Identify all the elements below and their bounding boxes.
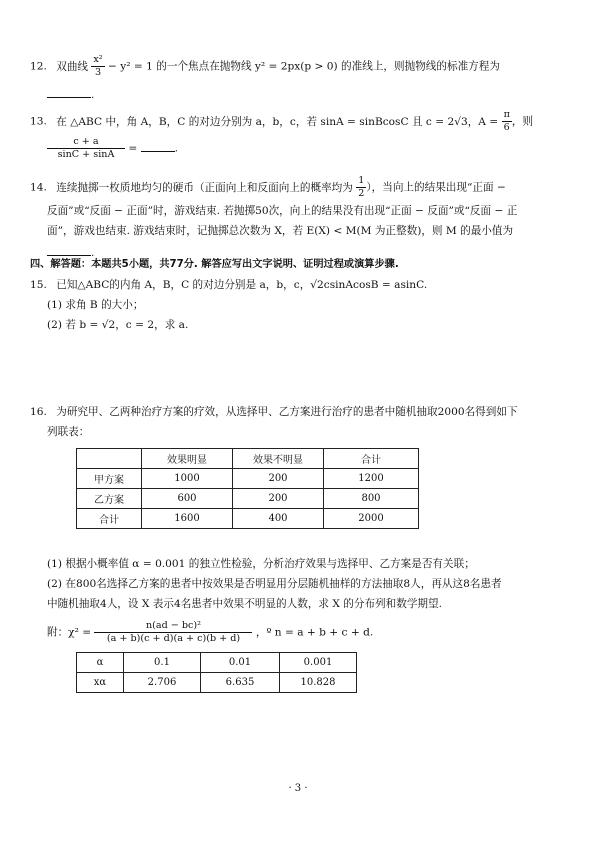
table-cell: 甲方案 [77, 469, 142, 489]
table-cell: 800 [324, 489, 419, 509]
q14-prob-fraction [356, 175, 366, 200]
table-row [77, 673, 357, 693]
table-cell: 2.706 [124, 673, 201, 693]
q14-line1-pre: 连续抛掷一枚质地均匀的硬币（正面向上和反面向上的概率均为 [56, 181, 353, 194]
table-cell: 合计 [77, 509, 142, 529]
q14-number: 14. [30, 181, 47, 194]
table-cell: 乙方案 [77, 489, 142, 509]
q12-fraction [91, 54, 104, 79]
table-cell: 0.001 [280, 653, 357, 673]
formula-prefix: 附：χ² = [47, 626, 92, 639]
table-cell: 2000 [324, 509, 419, 529]
q14-line3: 面”，游戏也结束. 游戏结束时，记抛掷总次数为 X，若 E(X) < M(M 为正整数)，则 M 的最小值为 [47, 225, 514, 237]
q13-line1 [30, 109, 533, 134]
q12-frac-num: x² [93, 54, 103, 65]
table-cell: 1000 [142, 469, 233, 489]
q13-number: 13. [30, 115, 47, 128]
q13-frac-den: sinC + sinA [57, 149, 115, 160]
table-cell: 200 [233, 469, 324, 489]
section4-heading: 四、解答题：本题共5小题，共77分. 解答应写出文字说明、证明过程或演算步骤. [30, 259, 399, 270]
formula-num: n(ad − bc)² [94, 620, 252, 633]
q16-number: 16. [30, 406, 47, 418]
q12-pre: 双曲线 [56, 60, 89, 73]
q12-number: 12. [30, 60, 47, 73]
table-cell: xα [77, 673, 124, 693]
table-row [77, 489, 419, 509]
table-header-row [77, 449, 419, 469]
q12-end: . [91, 89, 95, 101]
table-cell: α [77, 653, 124, 673]
table-cell: 200 [233, 489, 324, 509]
q14-line1 [30, 175, 506, 200]
q12-line2 [47, 86, 94, 102]
q12-line1 [30, 54, 500, 79]
q16-part2-line2: 中随机抽取4人，设 X 表示4名患者中效果不明显的人数，求 X 的分布列和数学期望. [47, 598, 442, 610]
table-header-cell [77, 449, 142, 469]
q13-eq: = [128, 142, 138, 155]
critical-value-table [76, 652, 357, 693]
q14-line1-end: ），当向上的结果出现“正面 − [366, 181, 506, 194]
q14-line2: 反面”或“反面 − 正面”时，游戏结束. 若抛掷50次，向上的结果没有出现“正面 − 反面”或“反面 − 正 [47, 205, 518, 217]
q14-prob-num: 1 [358, 175, 365, 186]
chi-square-formula [47, 620, 373, 645]
page-number: · 3 · [288, 783, 308, 794]
q14-prob-den: 2 [358, 188, 365, 199]
q13-line2 [47, 136, 178, 161]
q12-answer-blank[interactable] [47, 86, 91, 98]
table-cell: 0.01 [201, 653, 280, 673]
q13-fraction [47, 136, 125, 161]
q15-part2: (2) 若 b = √2，c = 2，求 a. [47, 319, 189, 331]
q15-stem: 已知△ABC的内角 A，B，C 的对边分别是 a，b，c，√2csinAcosB = asinC. [56, 279, 428, 291]
q16-part1: (1) 根据小概率值 α = 0.001 的独立性检验，分析治疗效果与选择甲、乙方案是否有关联； [47, 558, 475, 570]
formula-fraction [94, 620, 252, 645]
q16-stem: 为研究甲、乙两种治疗方案的疗效，从选择甲、乙方案进行治疗的患者中随机抽取2000名得到如下 [56, 406, 518, 418]
table-row [77, 469, 419, 489]
table-cell: 400 [233, 509, 324, 529]
table-header-cell: 效果明显 [142, 449, 233, 469]
q13-end: . [174, 142, 179, 155]
q16-line2: 列联表： [47, 426, 90, 438]
q15-number: 15. [30, 279, 47, 291]
contingency-table [76, 448, 419, 529]
q12-mid: − y² = 1 的一个焦点在抛物线 y² = 2px(p > 0) 的准线上，则抛物线的标准方程为 [108, 60, 500, 73]
table-header-cell: 效果不明显 [233, 449, 324, 469]
table-row [77, 653, 357, 673]
q13-line1-pre: 在 △ABC 中，角 A，B，C 的对边分别为 a，b，c，若 sinA = sinBcosC 且 c = 2√3，A = [56, 115, 499, 128]
table-cell: 6.635 [201, 673, 280, 693]
q13-line1-end: ，则 [511, 115, 534, 128]
table-header-cell: 合计 [324, 449, 419, 469]
q13-frac-num: c + a [47, 136, 125, 149]
table-row [77, 509, 419, 529]
q13-angle-fraction [502, 109, 512, 134]
table-cell: 0.1 [124, 653, 201, 673]
q16-line1 [30, 405, 518, 419]
q13-angle-num: π [503, 109, 510, 120]
q16-part2-line1: (2) 在800名选择乙方案的患者中按效果是否明显用分层随机抽样的方法抽取8人，再从这8名患者 [47, 578, 502, 590]
formula-den: (a + b)(c + d)(a + c)(b + d) [106, 633, 241, 644]
q12-frac-den: 3 [94, 67, 102, 78]
q15-line1 [30, 278, 427, 292]
q13-angle-den: 6 [503, 122, 510, 133]
table-cell: 10.828 [280, 673, 357, 693]
q14-end: . [91, 247, 95, 259]
table-cell: 1200 [324, 469, 419, 489]
table-cell: 600 [142, 489, 233, 509]
table-cell: 1600 [142, 509, 233, 529]
formula-suffix: ，º n = a + b + c + d. [255, 626, 374, 639]
q15-part1: (1) 求角 B 的大小； [47, 299, 144, 311]
q14-answer-blank[interactable] [47, 244, 91, 256]
q13-answer-blank[interactable] [141, 140, 175, 152]
